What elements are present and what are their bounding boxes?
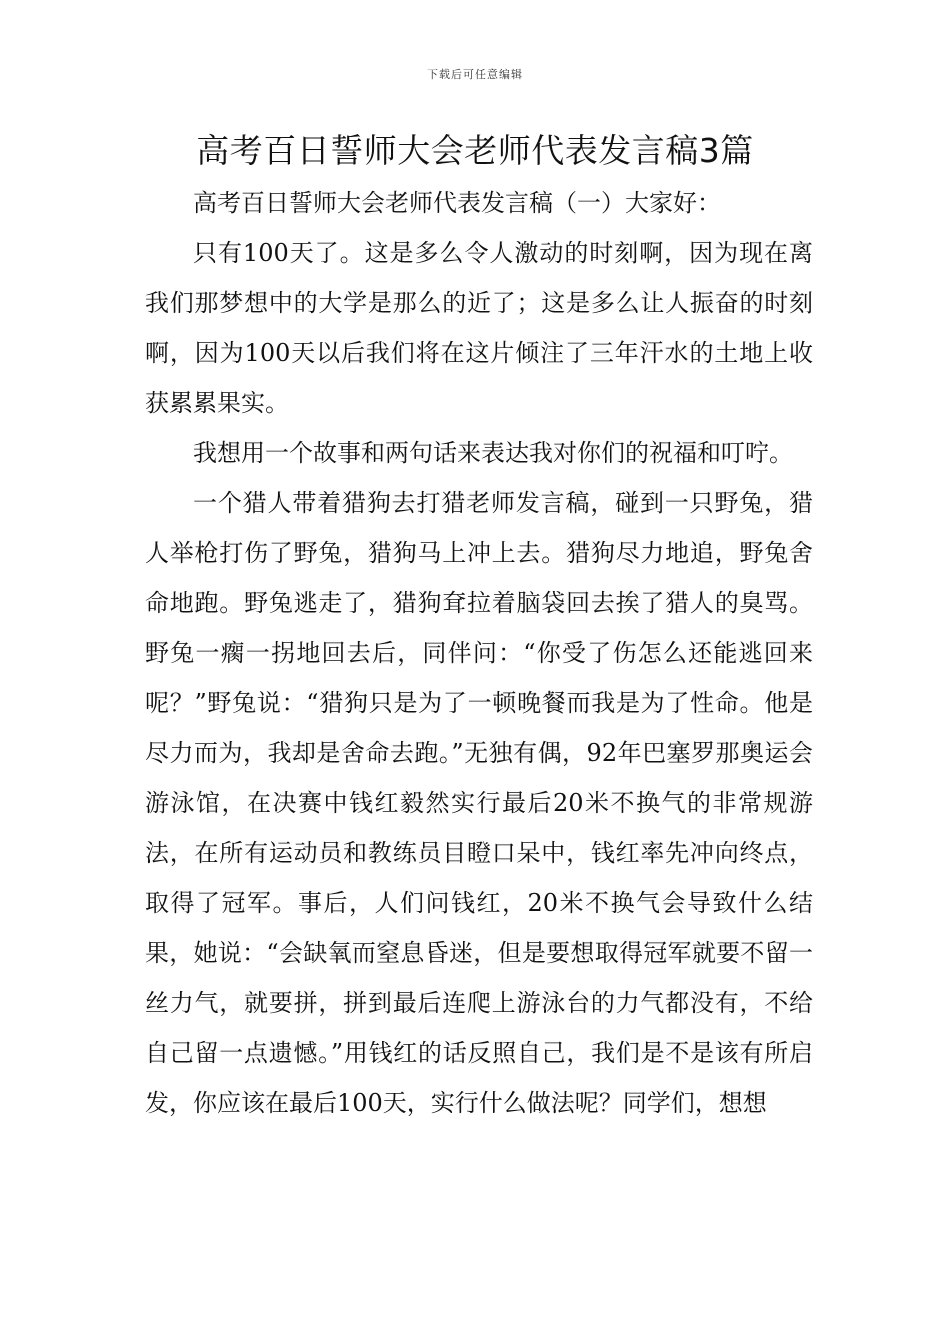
paragraph-story: 一个猎人带着猎狗去打猎老师发言稿，碰到一只野兔，猎人举枪打伤了野兔，猎狗马上冲上去。猎狗尽力地追，野兔舍命地跑。野兔逃走了，猎狗耷拉着脑袋回去挨了猎人的臭骂。野兔一瘸一拐地回去后，同伴问：“你受了伤怎么还能逃回来呢？”野兔说：“猎狗只是为了一顿晚餐而我是为了性命。他是尽力而为，我却是舍命去跑。”无独有偶，92年巴塞罗那奥运会游泳馆，在决赛中钱红毅然实行最后20米不换气的非常规游法，在所有运动员和教练员目瞪口呆中，钱红率先冲向终点，取得了冠军。事后，人们问钱红，20米不换气会导致什么结果，她说：“会缺氧而窒息昏迷，但是要想取得冠军就要不留一丝力气，就要拼，拼到最后连爬上游泳台的力气都没有，不给自己留一点遗憾。”用钱红的话反照自己，我们是不是该有所启发，你应该在最后100天，实行什么做法呢？同学们，想想	[145, 489, 813, 1117]
header-note: 下载后可任意编辑	[427, 68, 523, 81]
paragraph-wishes: 我想用一个故事和两句话来表达我对你们的祝福和叮咛。	[193, 439, 793, 467]
paragraph-intro: 高考百日誓师大会老师代表发言稿（一）大家好：	[193, 189, 721, 217]
paragraph-countdown: 只有100天了。这是多么令人激动的时刻啊，因为现在离我们那梦想中的大学是那么的近了；这是多么让人振奋的时刻啊，因为100天以后我们将在这片倾注了三年汗水的土地上收获累累果实。	[145, 239, 813, 417]
document-title: 高考百日誓师大会老师代表发言稿3篇	[196, 131, 754, 170]
document-body	[145, 178, 813, 1128]
